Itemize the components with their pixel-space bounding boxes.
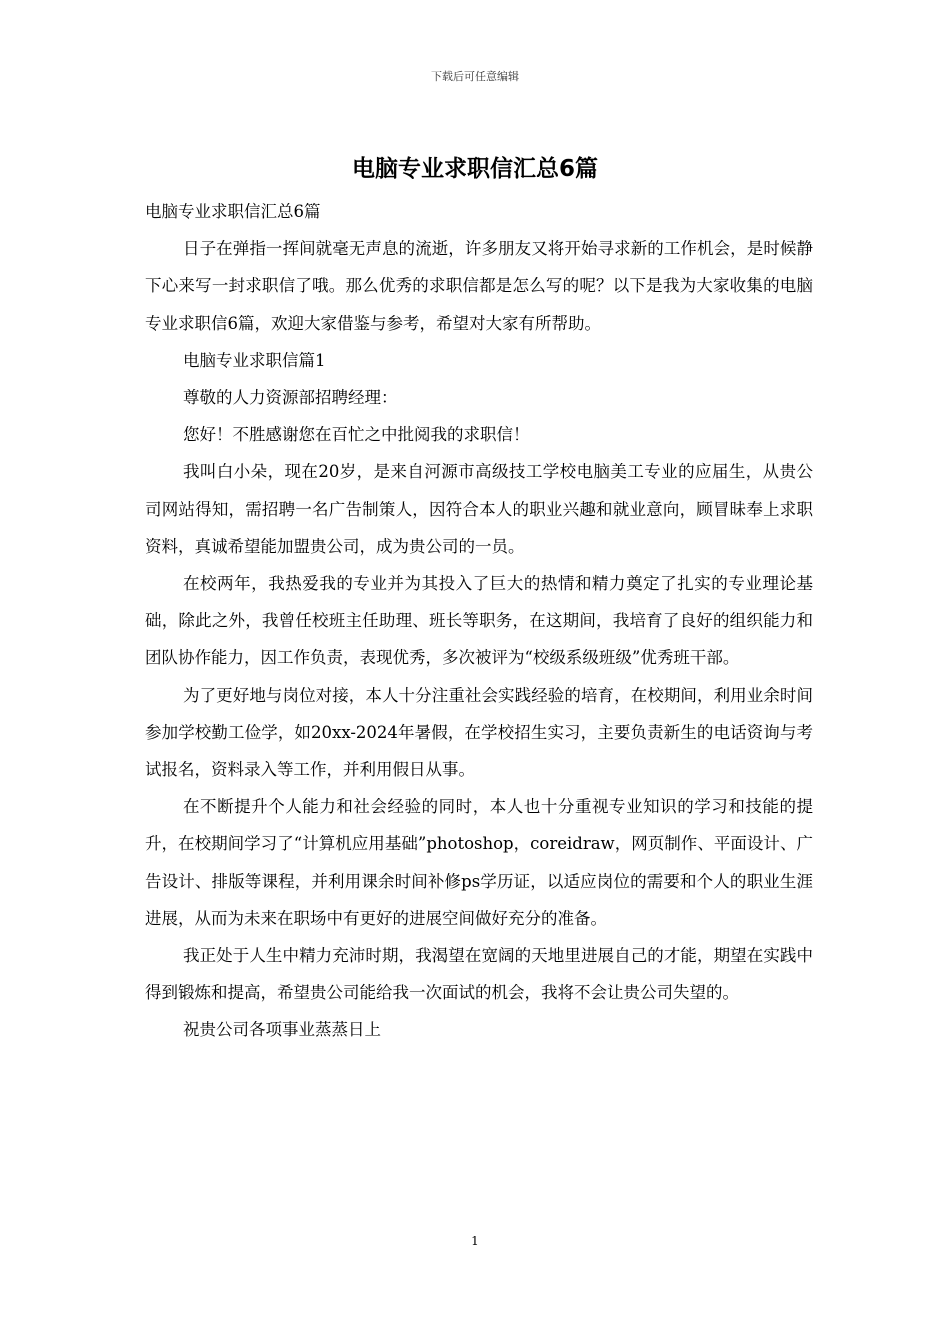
page-header-note: 下载后可任意编辑	[431, 70, 519, 83]
body-paragraph: 在校两年，我热爱我的专业并为其投入了巨大的热情和精力奠定了扎实的专业理论基础，除此之外，我曾任校班主任助理、班长等职务，在这期间，我培育了良好的组织能力和团队协作能力，因工作负责，表现优秀，多次被评为“校级系级班级”优秀班干部。	[145, 574, 813, 668]
document-title: 电脑专业求职信汇总6篇	[351, 156, 598, 182]
body-paragraph: 我叫白小朵，现在20岁，是来自河源市高级技工学校电脑美工专业的应届生，从贵公司网站得知，需招聘一名广告制策人，因符合本人的职业兴趣和就业意向，顾冒昧奉上求职资料，真诚希望能加盟贵公司，成为贵公司的一员。	[145, 462, 813, 556]
body-paragraph: 为了更好地与岗位对接，本人十分注重社会实践经验的培育，在校期间，利用业余时间参加学校勤工俭学，如20xx-2024年暑假，在学校招生实习，主要负责新生的电话资询与考试报名，资料录入等工作，并利用假日从事。	[145, 685, 813, 780]
body-paragraph: 您好！不胜感谢您在百忙之中批阅我的求职信！	[183, 425, 530, 445]
salutation: 尊敬的人力资源部招聘经理：	[183, 388, 398, 408]
document-body	[145, 193, 813, 1049]
body-paragraph: 电脑专业求职信汇总6篇	[145, 202, 321, 221]
page-number: 1	[471, 1234, 479, 1248]
body-paragraph: 日子在弹指一挥间就毫无声息的流逝，许多朋友又将开始寻求新的工作机会，是时候静下心来写一封求职信了哦。那么优秀的求职信都是怎么写的呢？以下是我为大家收集的电脑专业求职信6篇，欢迎大家借鉴与参考，希望对大家有所帮助。	[145, 239, 813, 333]
body-paragraph: 我正处于人生中精力充沛时期，我渴望在宽阔的天地里进展自己的才能，期望在实践中得到锻炼和提高，希望贵公司能给我一次面试的机会，我将不会让贵公司失望的。	[145, 946, 813, 1003]
closing-line: 祝贵公司各项事业蒸蒸日上	[183, 1020, 381, 1040]
body-paragraph: 在不断提升个人能力和社会经验的同时，本人也十分重视专业知识的学习和技能的提升，在校期间学习了“计算机应用基础”photoshop，coreidraw，网页制作、平面设计、广告设计、排版等课程，并利用课余时间补修ps学历证，以适应岗位的需要和个人的职业生涯进展，从而为未来在职场中有更好的进展空间做好充分的准备。	[145, 797, 813, 928]
section-heading: 电脑专业求职信篇1	[183, 350, 326, 370]
